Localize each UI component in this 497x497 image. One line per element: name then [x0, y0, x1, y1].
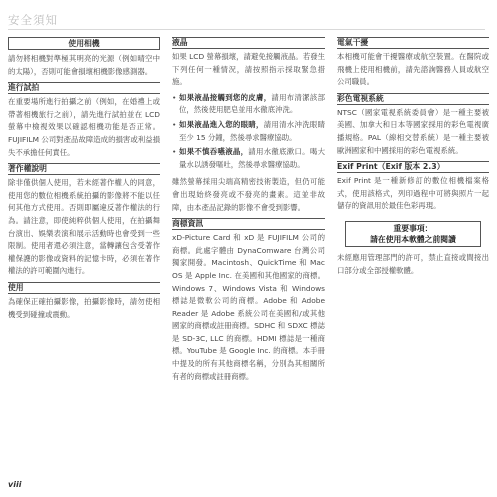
notice-heading: 重要事項：: [393, 223, 433, 233]
trademarks-text: xD-Picture Card 和 xD 是 FUJIFILM 公司的商標。此處字體由 DynaComware 台灣公司獨家開發。Macintosh、QuickTime 和 Mac OS 是 Apple Inc. 在美國和其他國家的商標。Windows 7、Windows Vista 和 Windows 標誌是微軟公司的商標。Adobe 和 Adobe Reader 是 Adobe 系統公司在美國和/或其他國家的商標或註冊商標。SDHC 和 SDXC 標誌是 SD-3C, LLC 的商標。HDMI 標誌是一種商標。YouTube 是 Google Inc. 的商標。本手冊中提及的所有其他商標名稱，分別為其相關所有者的商標或註冊商標。: [172, 233, 325, 381]
section-title-tv-systems: 彩色電視系統: [337, 93, 489, 105]
column-middle: [172, 37, 325, 386]
header-divider: [8, 29, 485, 30]
column-right: [337, 37, 489, 280]
camera-use-text: 請勿將相機對準極其明亮的光源（例如晴空中的太陽），否則可能會損壞相機影像感測器。: [8, 54, 160, 76]
section-title-test-shots: 進行試拍: [8, 82, 160, 94]
notice-text: 未經應用管理部門的許可，禁止直接或間接出口部分或全部授權軟體。: [337, 252, 489, 275]
page-header-title: 安全須知: [8, 13, 58, 27]
section-title-exif-print: Exif Print（Exif 版本 2.3）: [337, 161, 489, 173]
section-title-liquid-crystal: 液晶: [172, 37, 325, 49]
notice-subheading: 請在使用本軟體之前閱讀: [370, 234, 456, 244]
important-notice-box: [345, 221, 481, 247]
section-title-copyright: 著作權說明: [8, 163, 160, 175]
column-left: [8, 37, 160, 324]
bullet-item: • 如果液晶進入您的眼睛，請用清水沖洗眼睛至少 15 分鐘，然後尋求醫療協助。: [172, 119, 325, 142]
exif-print-text: Exif Print 是一種新修訂的數位相機檔案格式，使用該格式，列印過程中可將與照片一起儲存的資訊用於最佳色彩再現。: [337, 176, 489, 211]
copyright-text: 除非僅供個人使用，若未經著作權人的同意，使用您的數位相機系統拍攝的影像將不能以任何其他方式使用。否則即屬違反著作權法的行為。請注意，即使純粹供個人使用，在拍攝舞台演出、娛樂表演和展示活動時也會受到一些限制。使用者還必須注意，當轉讓包含受著作權保護的影像或資料的記憶卡時，必須在著作權法的許可範圍內進行。: [8, 178, 160, 276]
interference-text: 本相機可能會干擾醫療或航空裝置。在醫院或飛機上使用相機前，請先諮詢醫務人員或航空公司職員。: [337, 52, 489, 87]
handling-text: 為確保正確拍攝影像，拍攝影像時，請勿使相機受到碰撞或震動。: [8, 296, 160, 319]
pixel-note-text: 雖然螢幕採用尖端高精密技術製造，但仍可能會出現始終發亮或不發亮的畫素。這並非故障，由本產品記錄的影像不會受到影響。: [172, 177, 325, 212]
bullet-item: • 如果不慎吞嚥液晶，請用水徹底漱口。喝大量水以誘發嘔吐，然後尋求醫療協助。: [172, 147, 325, 169]
section-title-trademarks: 商標資訊: [172, 218, 325, 230]
tv-systems-text: NTSC（國家電視系統委員會）是一種主要被美國、加拿大和日本等國家採用的彩色電視廣播規格。PAL（線相交替系統）是一種主要被歐洲國家和中國採用的彩色電視系統。: [337, 107, 489, 155]
liquid-crystal-text: 如果 LCD 螢幕損壞，請避免接觸液晶。若發生下列任何一種情況，請按照指示採取緊急措施。: [172, 52, 325, 87]
section-title-handling: 使用: [8, 282, 160, 294]
section-title-camera-use: 使用相機: [8, 37, 160, 50]
page-number: viii: [8, 480, 22, 489]
test-shots-text: 在重要場所進行拍攝之前（例如，在婚禮上或帶著相機旅行之前），請先進行試拍並在 LCD 螢幕中檢視效果以確認相機功能是否正常。FUJIFILM 公司對產品故障造成的損害或利益損失不承擔任何責任。: [8, 97, 160, 157]
bullet-item: • 如果液晶接觸到您的皮膚，請用布清潔該部位，然後使用肥皂並用水徹底沖洗。: [172, 92, 325, 115]
section-title-interference: 電氣干擾: [337, 37, 489, 49]
